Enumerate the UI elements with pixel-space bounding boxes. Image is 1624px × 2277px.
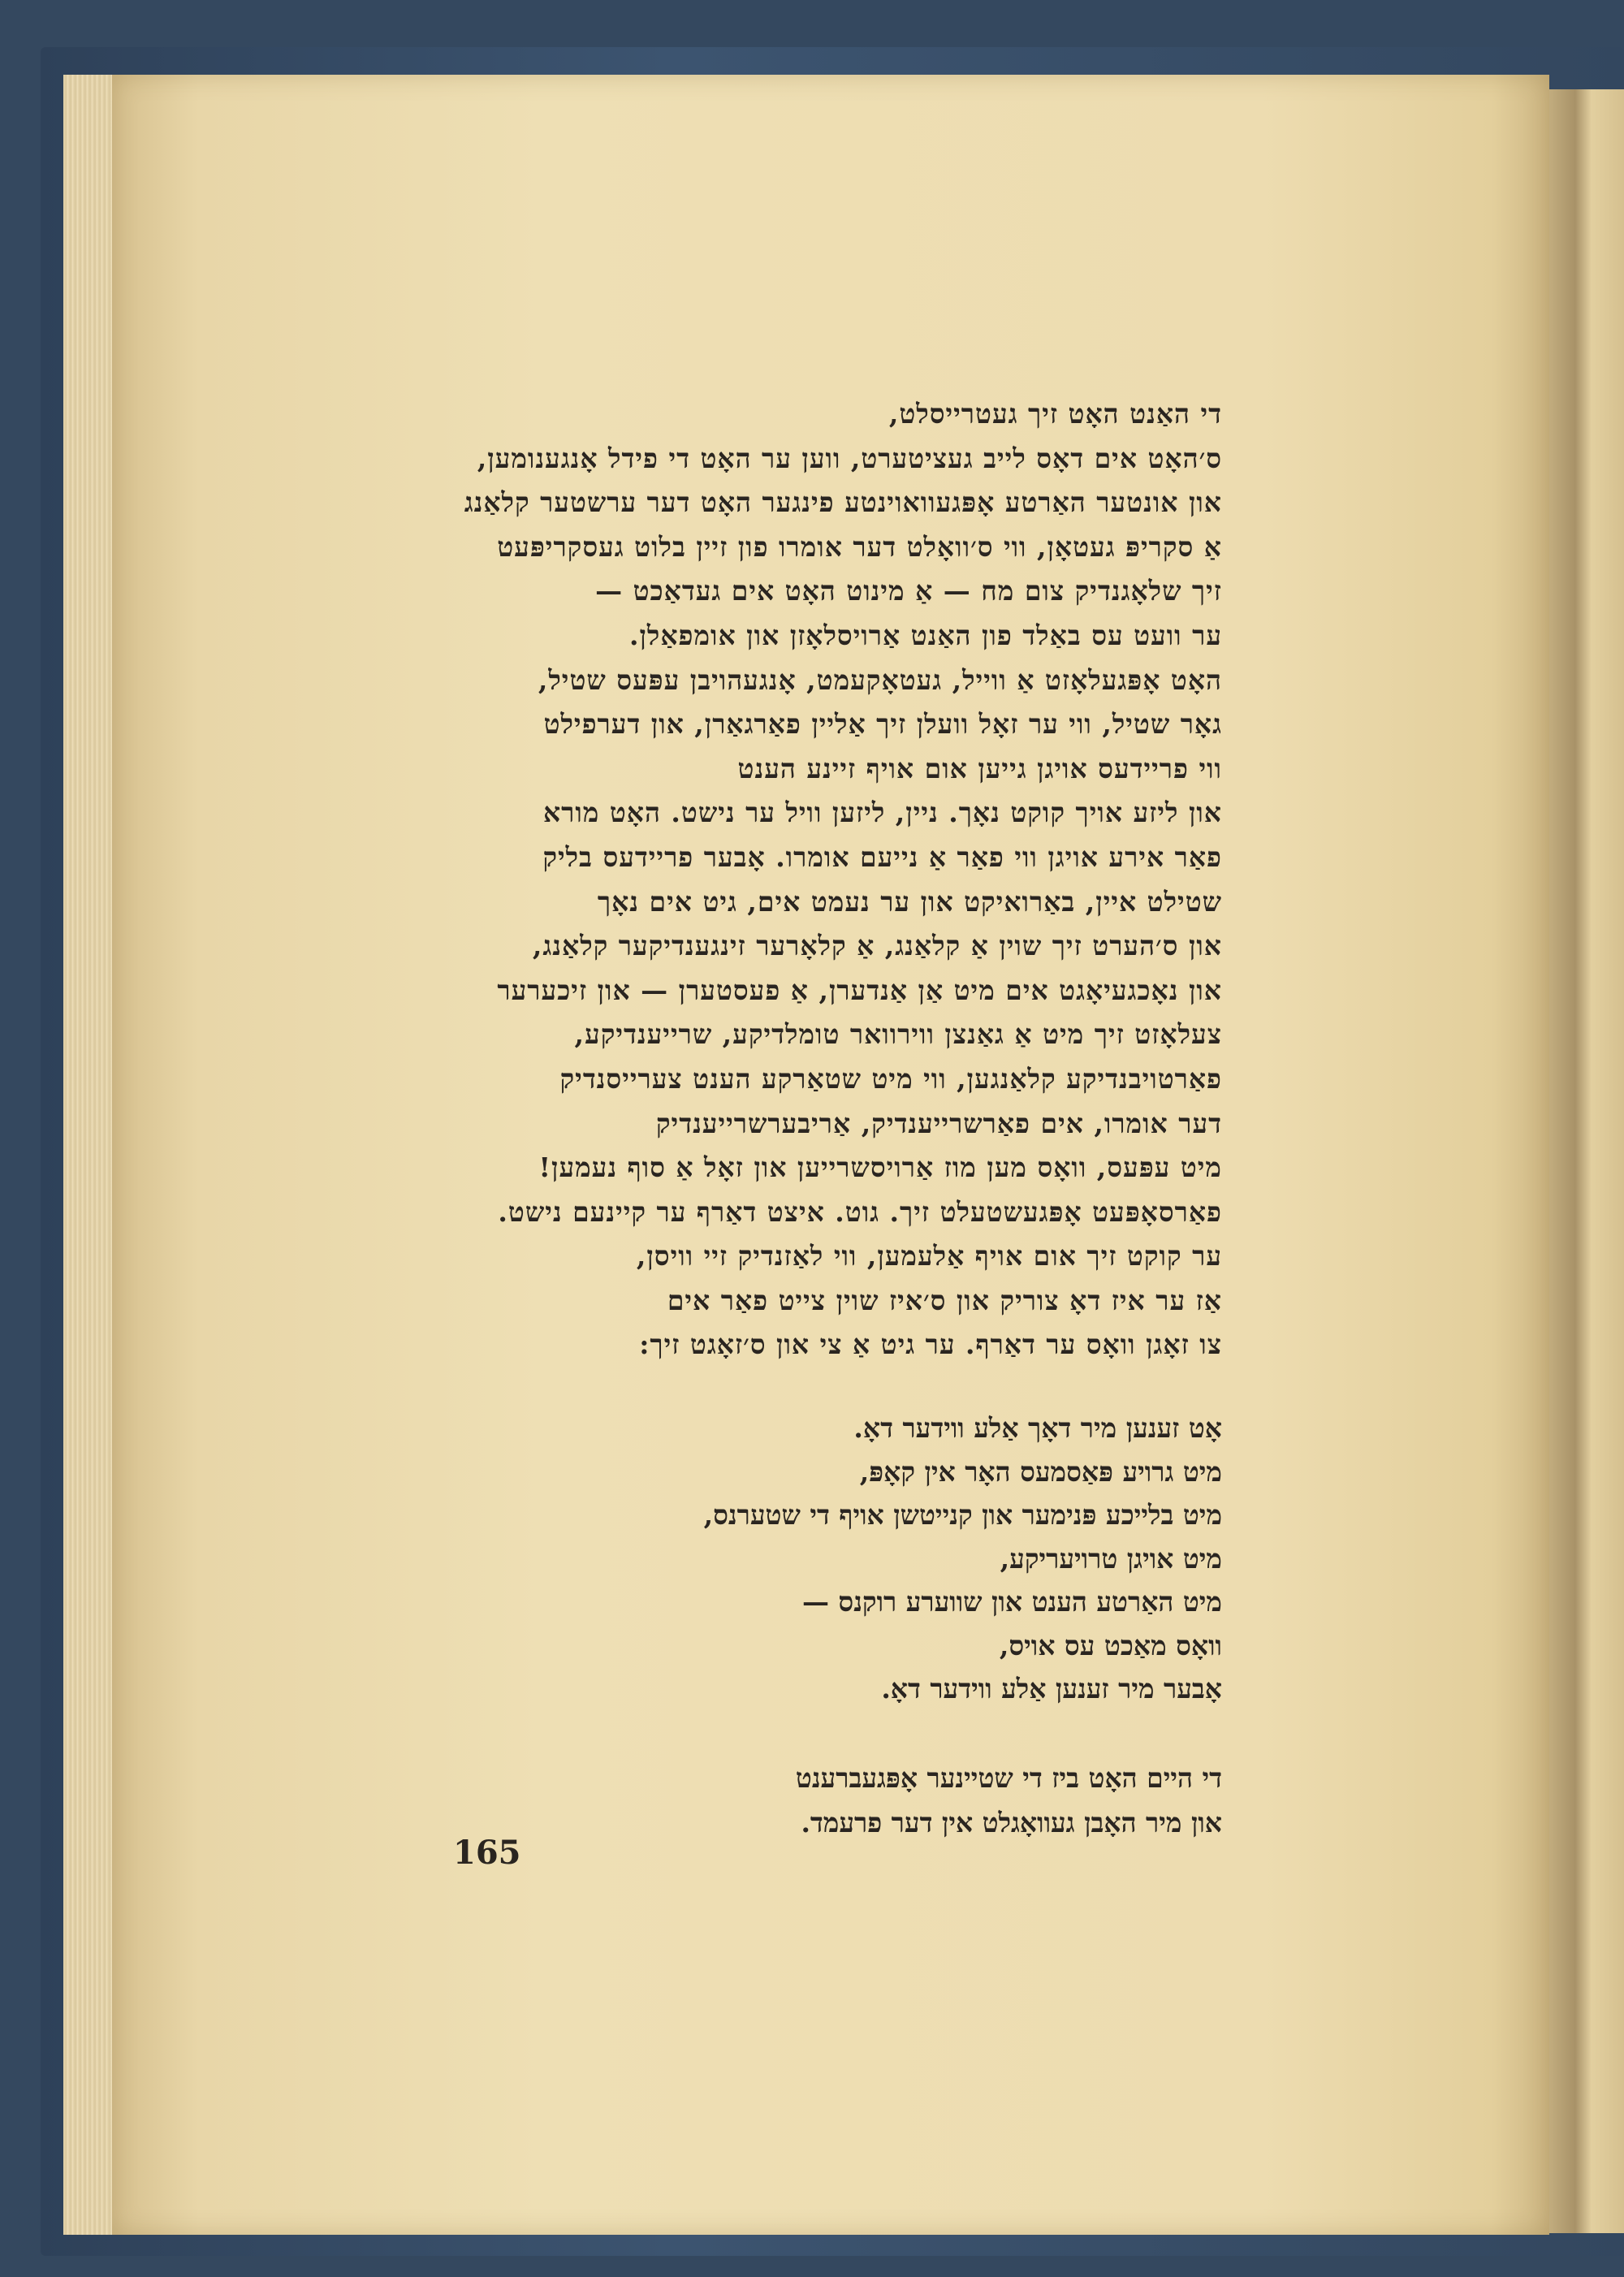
verse-line: אָבער מיר זענען אַלע ווידער דאָ. xyxy=(881,1673,1222,1705)
verse-line: אָט זענען מיר דאָך אַלע ווידער דאָ. xyxy=(853,1412,1222,1444)
text-line: גאָר שטיל, ווי ער זאָל וועלן זיך אַליין פאַרגאַרן, און דערפילט xyxy=(543,708,1222,741)
text-line: זיך שלאָגנדיק צום מח — אַ מינוט האָט אים געדאַכט — xyxy=(595,575,1222,607)
verse-line: מיט בלייכע פּנימער און קנייטשן אויף די שטערנס, xyxy=(703,1499,1222,1531)
page-number: 165 xyxy=(453,1834,521,1872)
text-line: פאַר אירע אויגן ווי פאַר אַ נייעם אומרו. אָבער פריידעס בליק xyxy=(542,840,1222,873)
text-line: ער וועט עס באַלד פון האַנט אַרויסלאָזן און אומפאַלן. xyxy=(629,619,1222,651)
book-gutter xyxy=(1543,89,1624,2233)
text-line: אַ סקריפּ געטאָן, ווי ס׳וואָלט דער אומרו פון זיין בלוט געסקריפּעט xyxy=(497,530,1222,563)
page-edges xyxy=(63,75,112,2235)
text-line: האָט אָפּגעלאָזט אַ ווייל, געטאָקעמט, אָנגעהויבן עפּעס שטיל, xyxy=(538,663,1222,696)
verse-line: וואָס מאַכט עס אויס, xyxy=(999,1629,1222,1661)
text-line: צו זאָגן וואָס ער דאַרף. ער גיט אַ צי און ס׳זאָגט זיך: xyxy=(639,1329,1222,1361)
text-line: מיט עפּעס, וואָס מען מוז אַרויסשרייען און זאָל אַ סוף נעמען! xyxy=(538,1151,1222,1184)
text-line: די האַנט האָט זיך געטרייסלט, xyxy=(888,398,1222,430)
text-line: און נאָכגעיאָגט אים מיט אַן אַנדערן, אַ פעסטערן — און זיכערער xyxy=(497,974,1222,1006)
closing-lines xyxy=(796,1756,1222,1845)
text-line: ער קוקט זיך אום אויף אַלעמען, ווי לאַזנדיק זיי וויסן, xyxy=(636,1240,1222,1272)
text-line: און מיר האָבן געוואָגלט אין דער פרעמד. xyxy=(801,1807,1222,1838)
paragraph-main xyxy=(464,392,1222,1367)
text-line: שטילט איין, באַרואיקט און ער נעמט אים, גיט אים נאָך xyxy=(597,885,1222,918)
text-line: און אונטער האַרטע אָפּגעוואוינטע פינגער האָט דער ערשטער קלאַנג xyxy=(464,486,1222,519)
text-line: און ס׳הערט זיך שוין אַ קלאַנג, אַ קלאָרער זינגענדיקער קלאַנג, xyxy=(532,930,1222,962)
text-line: אַז ער איז דאָ צוריק און ס׳איז שוין צייט פאַר אים xyxy=(667,1284,1222,1316)
text-line: און ליזע אויך קוקט נאָך. ניין, ליזען וויל ער נישט. האָט מורא xyxy=(542,797,1222,829)
text-line: פאַרסאָפּעט אָפּגעשטעלט זיך. גוט. איצט דאַרף ער קיינעם נישט. xyxy=(498,1195,1222,1228)
text-line: ווי פריידעס אויגן גייען אום אויף זיינע הענט xyxy=(737,752,1222,784)
verse-line: מיט האַרטע הענט און שווערע רוקנס — xyxy=(801,1586,1222,1618)
text-line: צעלאָזט זיך מיט אַ גאַנצן ווירוואר טומלדיקע, שרייענדיקע, xyxy=(574,1018,1222,1051)
text-line: דער אומרו, אים פאַרשרייענדיק, אַריבערשרייענדיק xyxy=(655,1107,1222,1139)
verse-line: מיט אויגן טרויעריקע, xyxy=(1000,1542,1222,1575)
text-line: ס׳האָט אים דאָס לייב געציטערט, ווען ער האָט די פידל אָנגענומען, xyxy=(477,442,1222,474)
verse-line: מיט גרויע פּאַסמעס האָר אין קאָפּ, xyxy=(859,1455,1222,1488)
poem-verse xyxy=(704,1406,1222,1711)
text-line: פאַרטויבנדיקע קלאַנגען, ווי מיט שטאַרקע הענט צערייסנדיק xyxy=(559,1062,1222,1095)
text-line: די היים האָט ביז די שטיינער אָפּגעברענט xyxy=(795,1762,1222,1794)
